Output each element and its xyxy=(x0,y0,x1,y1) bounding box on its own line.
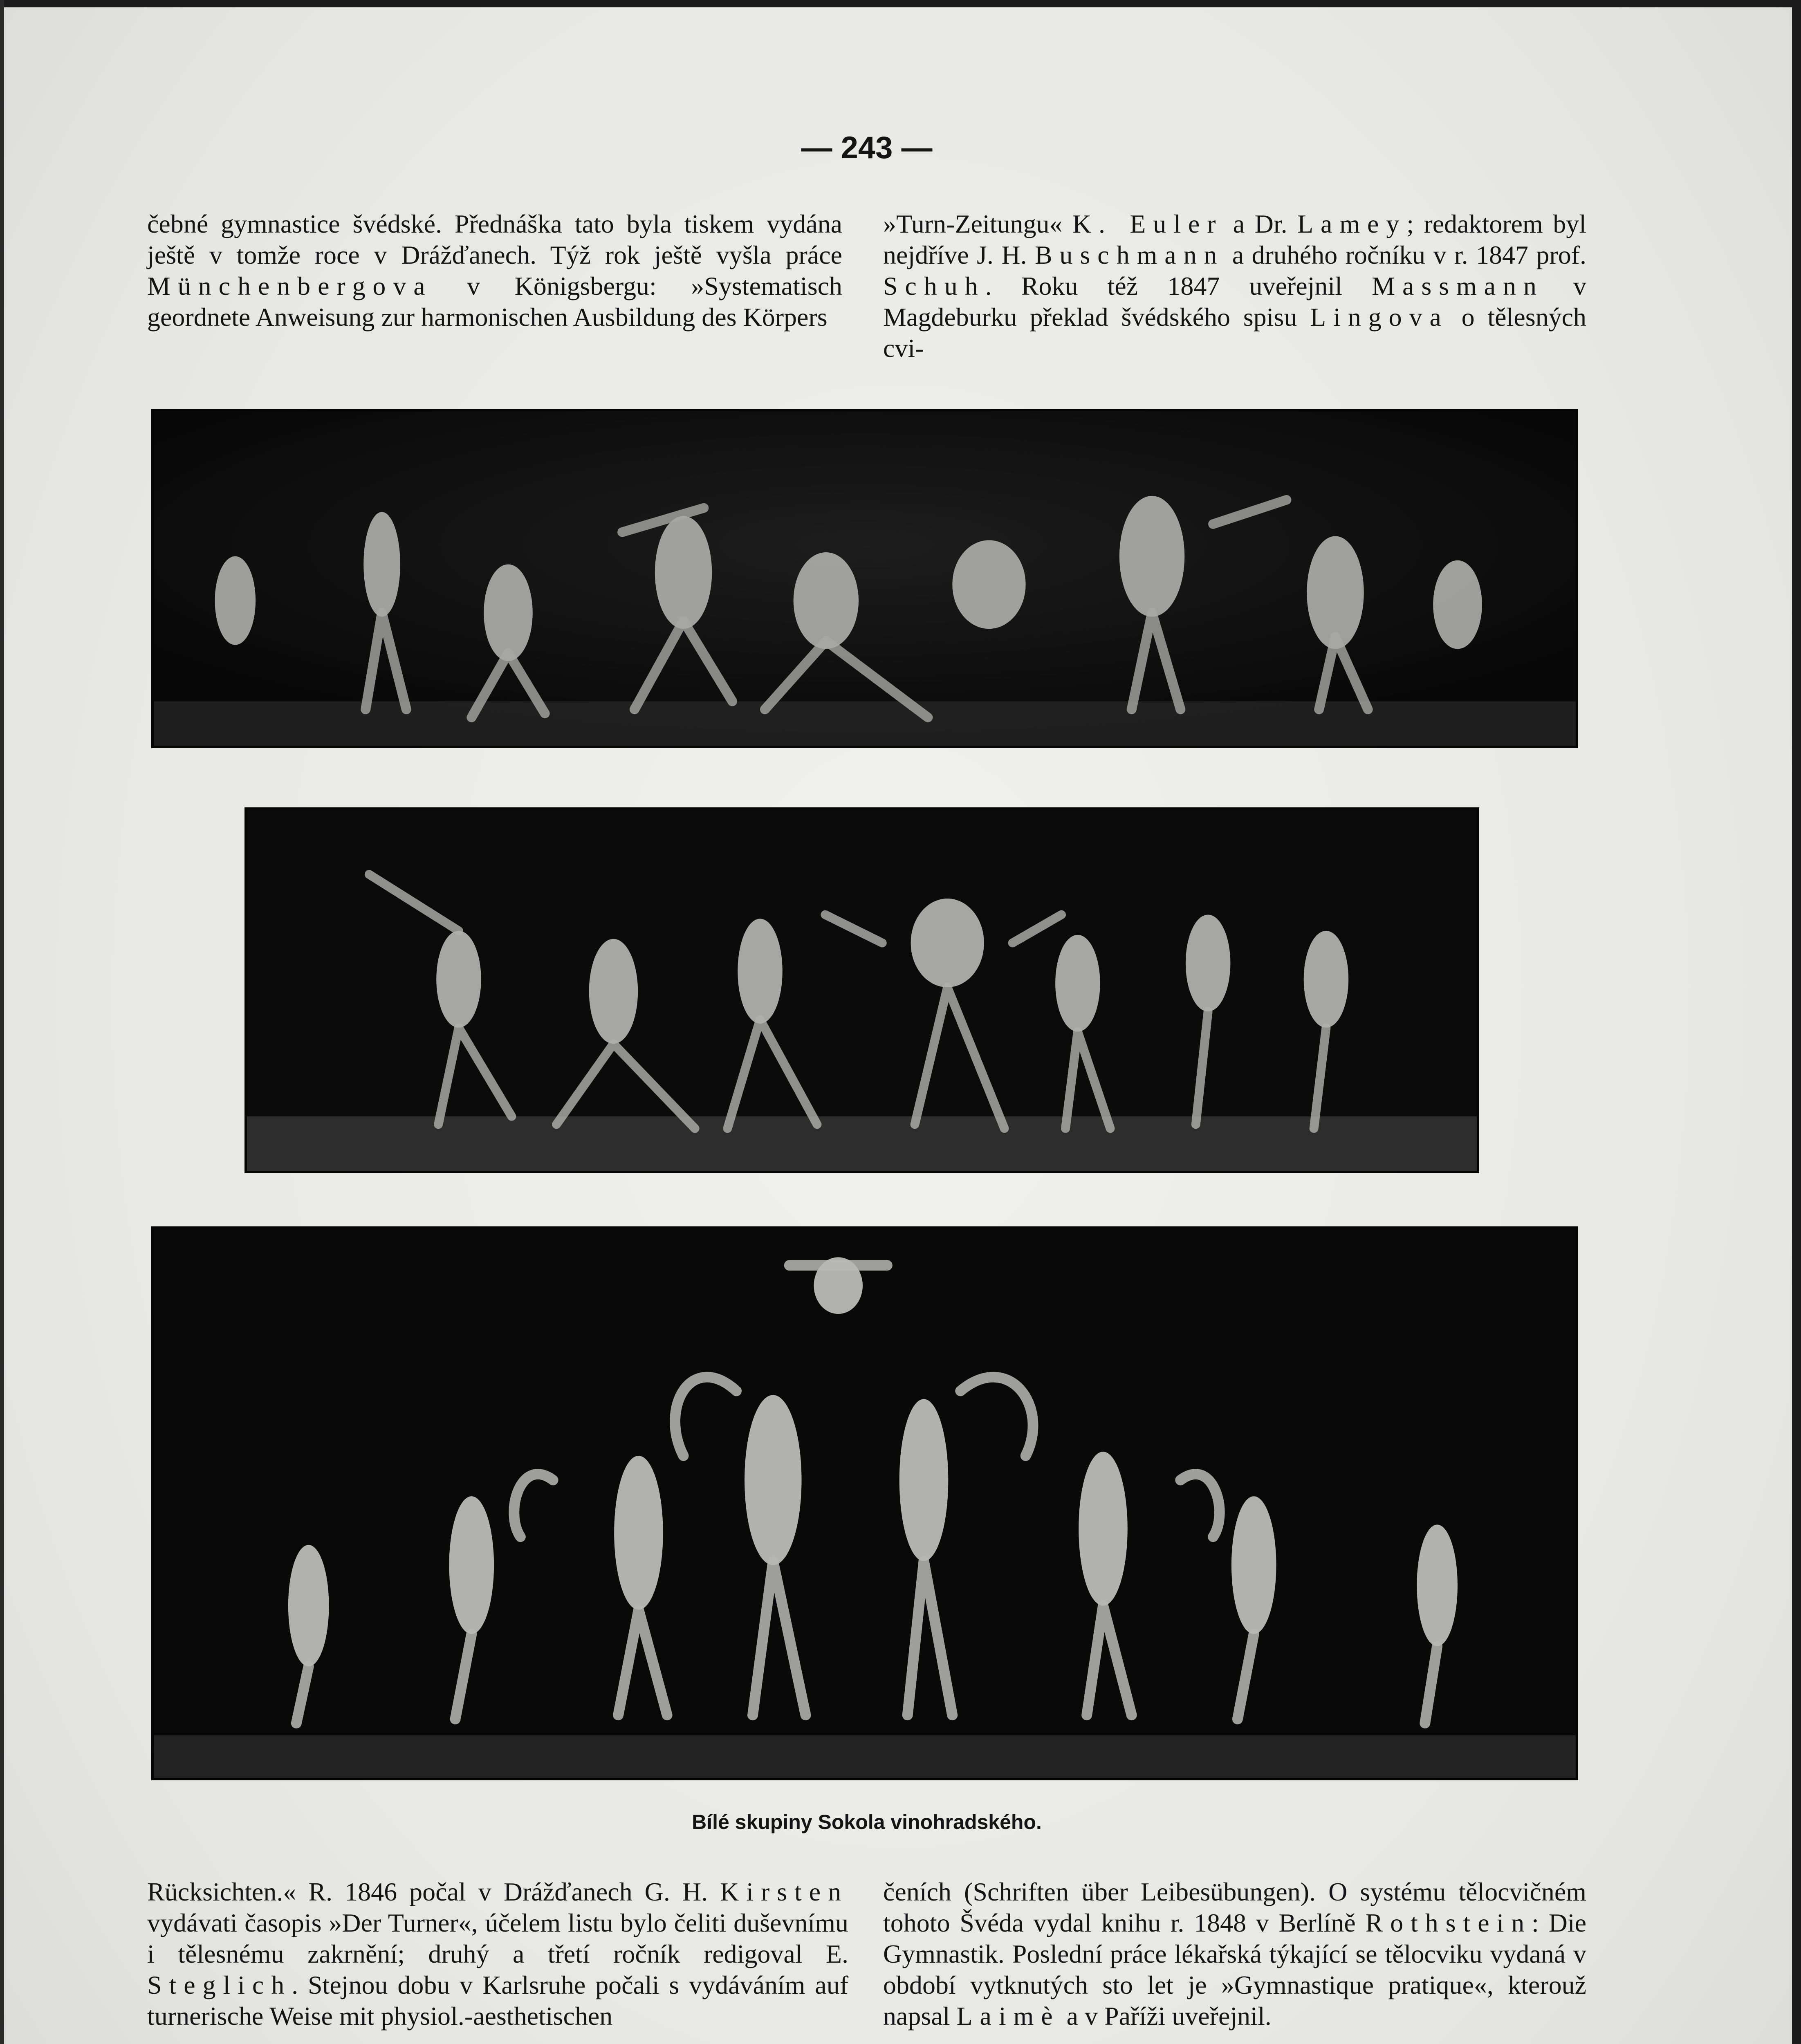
text-run: čeních (Schriften über Leibesübungen). O systému tělocvičném tohoto Švéda vydal knihu r. 1848 v Berlíně xyxy=(883,1877,1586,1937)
scan-edge-right xyxy=(1792,0,1801,2044)
author-name: Buschmann xyxy=(1034,240,1225,269)
photograph-gymnasts-pyramid xyxy=(151,1226,1578,1780)
author-name: Lingova xyxy=(1310,303,1449,332)
page-number: — 243 — xyxy=(801,130,933,165)
paragraph xyxy=(147,208,842,333)
text-run: a Dr. xyxy=(1233,209,1287,238)
photo-3-figures xyxy=(154,1229,1576,1778)
photo-2-figures xyxy=(247,810,1477,1171)
text-run: : Die Gymnastik. Poslední práce lékařská týkající se tělocviku vydaná v období vytknutých sto let je »Gymnastique pratique«, kterouž napsal xyxy=(883,1908,1587,2031)
text-run: »Turn-Zeitungu« xyxy=(883,209,1063,238)
author-name: Lamey xyxy=(1297,209,1407,238)
text-run: . Stejnou dobu v Karlsruhe počali s vydáváním auf turnerische Weise mit physiol.-aesthetischen xyxy=(147,1970,848,2031)
author-name: Massmann xyxy=(1372,271,1544,300)
text-run: a druhého ročníku v r. 1847 prof. xyxy=(1232,240,1587,269)
author-name: Kirsten xyxy=(720,1877,849,1906)
photograph-gymnasts-group-2 xyxy=(244,807,1479,1173)
figure-caption: Bílé skupiny Sokola vinohradského. xyxy=(692,1811,1042,1833)
author-name: Schuh xyxy=(883,271,985,300)
text-run: v Magdeburku překlad švédského spisu xyxy=(883,271,1587,332)
text-column-bottom-left xyxy=(147,1876,848,2032)
author-name: Laimè xyxy=(956,2001,1060,2031)
text-run: čebné gymnastice švédské. Přednáška tato byla tiskem vydána ještě v tomže roce v Drážďanech. Týž rok ještě vyšla práce xyxy=(147,209,842,269)
photograph-gymnasts-group-1 xyxy=(151,409,1578,748)
text-column-top-left xyxy=(147,208,842,333)
text-run: ; redaktorem byl nejdříve J. H. xyxy=(883,209,1586,269)
author-name: K. Euler xyxy=(1072,209,1223,238)
text-run: . Roku též 1847 uveřejnil xyxy=(985,271,1342,300)
text-run: vydávati časopis »Der Turner«, účelem listu bylo čeliti duševnímu i tělesnému zakrnění; druhý a třetí ročník redigoval E. xyxy=(147,1908,848,1968)
author-name: Rothstein xyxy=(1365,1908,1532,1937)
photo-1-figures xyxy=(154,411,1576,746)
text-column-top-right xyxy=(883,208,1586,364)
author-name: Münchenbergova xyxy=(147,271,433,300)
scan-edge-top xyxy=(0,0,1801,7)
text-run: Rücksichten.« R. 1846 počal v Drážďanech G. H. xyxy=(147,1877,708,1906)
paragraph xyxy=(147,1876,848,2032)
text-run: v Königsbergu: »Systematisch geordnete Anweisung zur harmonischen Ausbildung des Körpers xyxy=(147,271,843,332)
paragraph xyxy=(883,1876,1586,2032)
text-run: a v Paříži uveřejnil. xyxy=(1066,2001,1272,2031)
author-name: Steglich xyxy=(147,1970,292,1999)
text-run: o tělesných cvi- xyxy=(883,303,1587,363)
scan-edge-left xyxy=(0,0,4,2044)
paragraph xyxy=(883,208,1586,364)
text-column-bottom-right xyxy=(883,1876,1586,2032)
